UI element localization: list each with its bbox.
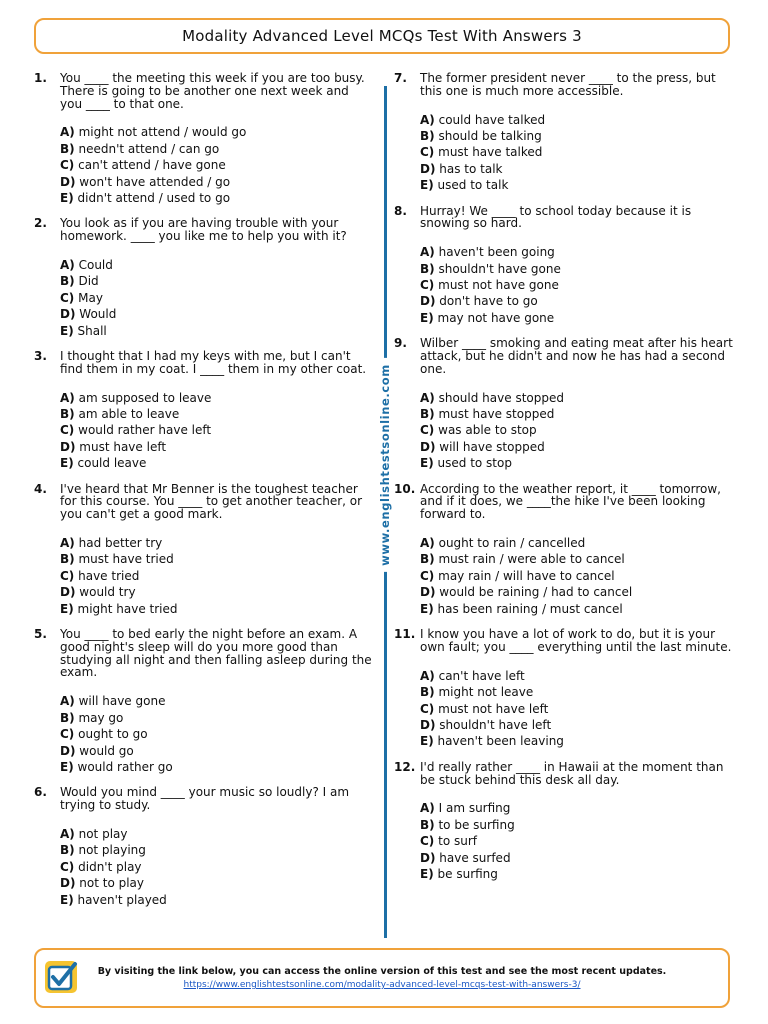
option-letter: D) xyxy=(60,439,76,454)
option-text: shouldn't have left xyxy=(439,717,552,732)
option-letter: E) xyxy=(420,601,434,616)
option-text: has been raining / must cancel xyxy=(437,601,623,616)
option-text: must have talked xyxy=(438,145,543,160)
question-text: I know you have a lot of work to do, but it is your own fault; you ____ everything until the last minute. xyxy=(420,627,732,654)
question xyxy=(34,350,372,472)
option-text: haven't been going xyxy=(438,245,555,260)
option xyxy=(420,390,738,406)
option xyxy=(60,892,372,908)
option xyxy=(60,601,372,617)
option xyxy=(60,306,372,322)
option-letter: C) xyxy=(60,568,75,583)
option xyxy=(60,190,372,206)
option-letter: E) xyxy=(60,456,74,471)
question xyxy=(394,483,738,617)
option-letter: A) xyxy=(420,536,435,551)
option xyxy=(60,257,372,273)
option-text: ought to go xyxy=(78,727,148,742)
option xyxy=(60,273,372,289)
option-text: May xyxy=(78,290,103,305)
option-text: should be talking xyxy=(438,129,542,143)
online-test-link[interactable]: https://www.englishtestsonline.com/modality-advanced-level-mcqs-test-with-answers-3/ xyxy=(183,980,581,990)
option-letter: A) xyxy=(60,258,75,273)
option-text: may not have gone xyxy=(437,310,555,325)
option xyxy=(420,244,738,260)
option xyxy=(420,551,738,567)
question-number: 4. xyxy=(34,481,47,496)
option-letter: D) xyxy=(420,850,436,865)
option-text: shouldn't have gone xyxy=(438,261,561,276)
option xyxy=(60,759,372,775)
watermark: www.englishtestsonline.com xyxy=(376,358,394,572)
option-letter: C) xyxy=(420,423,435,438)
option-letter: B) xyxy=(60,552,75,567)
question-number: 10. xyxy=(394,481,416,496)
option-letter: A) xyxy=(60,694,75,709)
option-letter: E) xyxy=(420,734,434,749)
option-text: must not have gone xyxy=(438,278,559,293)
option-letter: B) xyxy=(60,407,75,422)
option-text: would be raining / had to cancel xyxy=(439,585,633,600)
option xyxy=(60,535,372,551)
option-text: not to play xyxy=(79,876,145,891)
option xyxy=(420,177,738,193)
option xyxy=(60,290,372,306)
option-letter: B) xyxy=(60,141,75,156)
question xyxy=(34,72,372,206)
option-letter: B) xyxy=(60,274,75,289)
question-text: Wilber ____ smoking and eating meat after his heart attack, but he didn't and now he has had a second one. xyxy=(420,336,733,376)
option-letter: D) xyxy=(60,307,76,322)
option xyxy=(60,710,372,726)
option-text: I am surfing xyxy=(438,801,511,816)
question-number: 11. xyxy=(394,627,416,642)
option xyxy=(420,684,738,700)
option-text: may go xyxy=(78,710,124,725)
option xyxy=(60,390,372,406)
question-text: According to the weather report, it ____ tomorrow, and if it does, we ____the hike I've been looking forward to. xyxy=(420,481,721,522)
option xyxy=(420,733,738,749)
question-number: 8. xyxy=(394,203,407,218)
option-text: can't attend / have gone xyxy=(78,158,226,173)
option-letter: E) xyxy=(60,323,74,338)
option-letter: C) xyxy=(420,701,435,716)
option xyxy=(420,161,738,177)
option-letter: A) xyxy=(60,390,75,405)
question-text: You look as if you are having trouble with your homework. ____ you like me to help you with it? xyxy=(60,216,347,244)
option-letter: A) xyxy=(420,390,435,405)
option-text: would go xyxy=(79,743,134,758)
option-text: Would xyxy=(79,307,117,322)
option xyxy=(420,817,738,833)
option-letter: B) xyxy=(420,129,435,143)
question xyxy=(34,628,372,775)
option-text: Did xyxy=(78,274,99,289)
option-letter: A) xyxy=(420,668,435,683)
option-text: haven't played xyxy=(77,892,167,907)
option xyxy=(60,141,372,157)
option-text: am supposed to leave xyxy=(78,390,212,405)
option-letter: C) xyxy=(60,423,75,438)
question-number: 2. xyxy=(34,216,47,231)
option xyxy=(420,535,738,551)
question-number: 7. xyxy=(394,71,407,85)
option xyxy=(60,743,372,759)
option xyxy=(60,568,372,584)
option-text: used to talk xyxy=(437,178,509,193)
option-text: must have left xyxy=(79,439,167,454)
option-text: not playing xyxy=(78,843,146,858)
option-text: might not leave xyxy=(438,685,534,700)
option xyxy=(60,551,372,567)
option-letter: D) xyxy=(420,585,436,600)
option-letter: A) xyxy=(60,826,75,841)
question xyxy=(34,483,372,617)
question-number: 1. xyxy=(34,71,47,85)
option-letter: E) xyxy=(420,866,434,881)
option-text: won't have attended / go xyxy=(79,174,231,189)
option-text: may rain / will have to cancel xyxy=(438,568,615,583)
option-text: haven't been leaving xyxy=(437,734,564,749)
option xyxy=(60,842,372,858)
option-letter: D) xyxy=(60,876,76,891)
title-box xyxy=(34,18,730,54)
option-letter: C) xyxy=(420,834,435,849)
question-text: Hurray! We ____ to school today because it is snowing so hard. xyxy=(420,203,692,231)
question-text: You ____ the meeting this week if you are too busy. There is going to be another one next week and you ____ to that one. xyxy=(60,71,365,111)
option-text: Shall xyxy=(77,323,107,338)
option-letter: E) xyxy=(420,310,434,325)
option-letter: A) xyxy=(60,536,75,551)
option-letter: D) xyxy=(420,161,436,176)
option-text: would rather have left xyxy=(78,423,212,438)
question-text: You ____ to bed early the night before an exam. A good night's sleep will do you more good than studying all night and then falling asleep during the exam. xyxy=(60,627,372,680)
question-text: The former president never ____ to the press, but this one is much more accessible. xyxy=(420,71,716,98)
option-text: will have gone xyxy=(78,694,166,709)
option-text: didn't attend / used to go xyxy=(77,191,231,206)
question-text: I've heard that Mr Benner is the toughest teacher for this course. You ____ to get another teacher, or you can't get a good mark. xyxy=(60,481,363,522)
option-text: be surfing xyxy=(437,866,498,881)
option-text: would rather go xyxy=(77,759,173,774)
option-text: ought to rain / cancelled xyxy=(438,536,586,551)
question-number: 12. xyxy=(394,759,416,774)
option xyxy=(420,277,738,293)
option xyxy=(420,850,738,866)
option-text: used to stop xyxy=(437,456,512,471)
question-text: I thought that I had my keys with me, but I can't find them in my coat. I ____ them in my other coat. xyxy=(60,349,367,376)
questions-right-column xyxy=(394,72,738,893)
question-number: 6. xyxy=(34,785,47,800)
question-text: I'd really rather ____ in Hawaii at the moment than be stuck behind this desk all day. xyxy=(420,759,724,787)
option-text: to surf xyxy=(438,834,478,849)
option xyxy=(420,261,738,277)
question xyxy=(394,72,738,194)
option xyxy=(420,584,738,600)
question-text: Would you mind ____ your music so loudly? I am trying to study. xyxy=(60,785,350,813)
option-letter: B) xyxy=(60,843,75,858)
option-text: to be surfing xyxy=(438,817,515,832)
option-letter: C) xyxy=(420,568,435,583)
option-text: might not attend / would go xyxy=(78,125,247,140)
option-text: have tried xyxy=(78,568,140,583)
option-text: must have tried xyxy=(78,552,174,567)
option-text: has to talk xyxy=(439,161,503,176)
option-letter: B) xyxy=(420,817,435,832)
option-letter: A) xyxy=(420,801,435,816)
option-text: must rain / were able to cancel xyxy=(438,552,625,567)
option-letter: B) xyxy=(420,552,435,567)
option-text: am able to leave xyxy=(78,407,180,422)
option xyxy=(60,406,372,422)
option-text: was able to stop xyxy=(438,423,537,438)
option-letter: A) xyxy=(420,112,435,127)
option-letter: B) xyxy=(420,407,435,422)
option xyxy=(420,293,738,309)
option xyxy=(420,310,738,326)
option-letter: D) xyxy=(60,743,76,758)
option xyxy=(60,157,372,173)
page-title: Modality Advanced Level MCQs Test With Answers 3 xyxy=(182,27,582,45)
question xyxy=(394,628,738,750)
option-text: must not have left xyxy=(438,701,549,716)
option xyxy=(420,422,738,438)
option-letter: E) xyxy=(60,759,74,774)
option-letter: B) xyxy=(420,685,435,700)
option-text: must have stopped xyxy=(438,407,555,422)
option-letter: E) xyxy=(420,178,434,193)
question xyxy=(34,217,372,339)
option-text: could leave xyxy=(77,456,147,471)
option-letter: C) xyxy=(60,290,75,305)
question xyxy=(394,205,738,327)
option-text: don't have to go xyxy=(439,294,538,309)
option-text: can't have left xyxy=(438,668,525,683)
option-letter: C) xyxy=(60,859,75,874)
option-letter: E) xyxy=(420,456,434,471)
option-letter: C) xyxy=(60,727,75,742)
option-text: Could xyxy=(78,258,113,273)
option xyxy=(60,174,372,190)
option xyxy=(60,859,372,875)
option xyxy=(60,455,372,471)
question xyxy=(34,786,372,908)
option-text: have surfed xyxy=(439,850,511,865)
option xyxy=(420,866,738,882)
option-letter: A) xyxy=(60,125,75,140)
option-letter: D) xyxy=(60,585,76,600)
option-letter: B) xyxy=(60,710,75,725)
option xyxy=(60,826,372,842)
question-number: 3. xyxy=(34,349,47,364)
footer-notice: By visiting the link below, you can access the online version of this test and see the most recent updates. xyxy=(97,966,667,977)
option xyxy=(420,455,738,471)
option xyxy=(60,726,372,742)
option xyxy=(420,701,738,717)
option-letter: E) xyxy=(60,191,74,206)
question xyxy=(394,761,738,883)
option xyxy=(420,112,738,128)
questions-left-column xyxy=(34,72,372,919)
option xyxy=(420,800,738,816)
option xyxy=(420,144,738,160)
option xyxy=(420,128,738,144)
option-text: had better try xyxy=(78,536,163,551)
question-number: 9. xyxy=(394,336,407,351)
option-letter: A) xyxy=(420,245,435,260)
question xyxy=(394,337,738,471)
option-letter: D) xyxy=(420,439,436,454)
option-text: should have stopped xyxy=(438,390,564,405)
option xyxy=(420,833,738,849)
option-letter: C) xyxy=(420,278,435,293)
option-text: needn't attend / can go xyxy=(78,141,220,156)
option xyxy=(60,323,372,339)
option xyxy=(420,601,738,617)
option-text: would try xyxy=(79,585,136,600)
question-number: 5. xyxy=(34,627,47,642)
option xyxy=(420,406,738,422)
option xyxy=(60,875,372,891)
option xyxy=(420,717,738,733)
option-text: not play xyxy=(78,826,128,841)
option xyxy=(60,584,372,600)
footer-box xyxy=(34,948,730,1008)
option-text: might have tried xyxy=(77,601,178,616)
option xyxy=(60,693,372,709)
option-text: could have talked xyxy=(438,112,546,127)
option-letter: B) xyxy=(420,261,435,276)
option-letter: C) xyxy=(60,158,75,173)
option-letter: D) xyxy=(420,717,436,732)
option xyxy=(420,439,738,455)
option xyxy=(60,439,372,455)
option-text: didn't play xyxy=(78,859,142,874)
option-letter: D) xyxy=(420,294,436,309)
option-letter: C) xyxy=(420,145,435,160)
option xyxy=(420,568,738,584)
option-text: will have stopped xyxy=(439,439,545,454)
option-letter: D) xyxy=(60,174,76,189)
option xyxy=(60,124,372,140)
option xyxy=(60,422,372,438)
option-letter: E) xyxy=(60,892,74,907)
option-letter: E) xyxy=(60,601,74,616)
option xyxy=(420,668,738,684)
